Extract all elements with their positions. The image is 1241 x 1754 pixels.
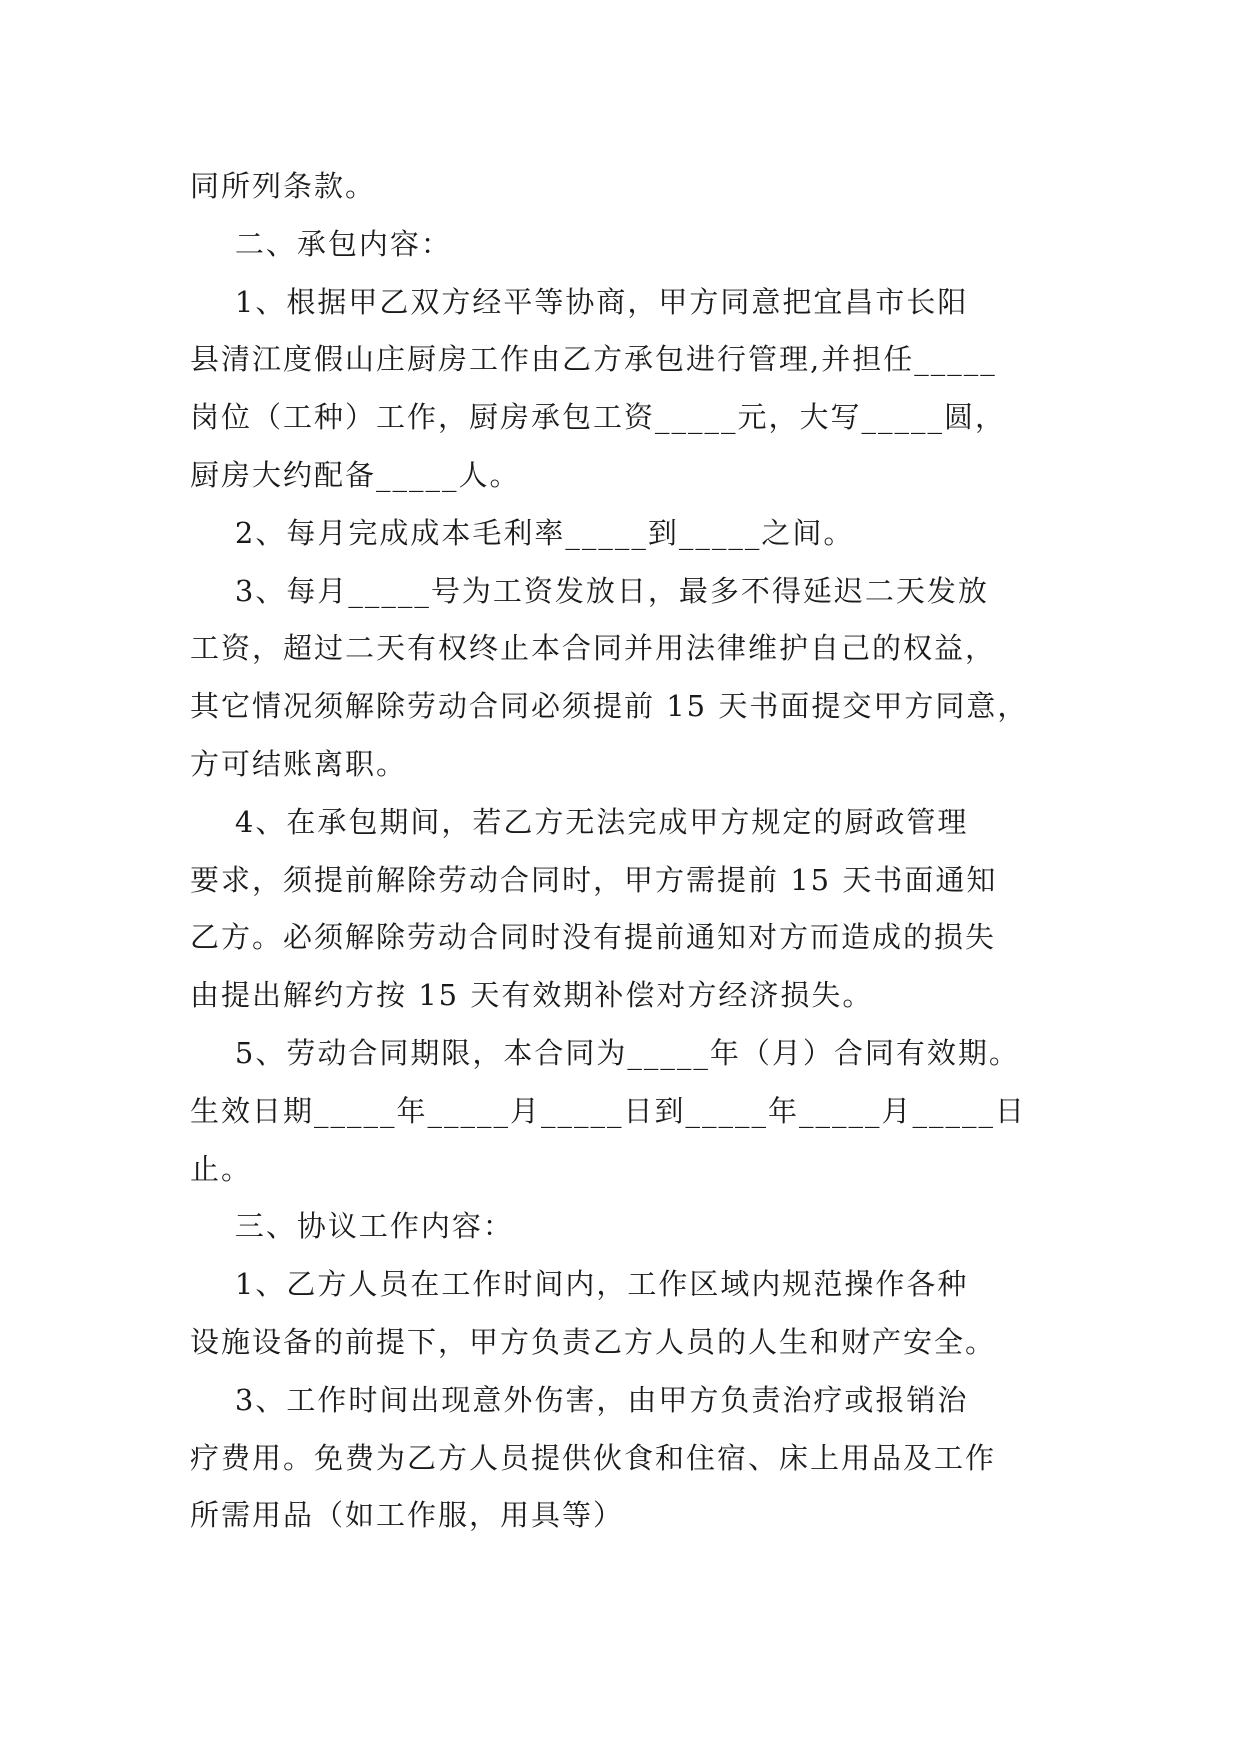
text-line: 4、在承包期间，若乙方无法完成甲方规定的厨政管理 xyxy=(190,804,969,839)
text-line: 岗位（工种）工作，厨房承包工资_____元，大写_____圆， xyxy=(190,400,1007,435)
text-line: 1、根据甲乙双方经平等协商，甲方同意把宜昌市长阳 xyxy=(190,284,969,319)
text-line: 1、乙方人员在工作时间内，工作区域内规范操作各种 xyxy=(190,1267,969,1302)
text-line: 5、劳动合同期限，本合同为_____年（月）合同有效期。 xyxy=(190,1035,1020,1070)
text-line: 设施设备的前提下，甲方负责乙方人员的人生和财产安全。 xyxy=(190,1324,997,1359)
text-line: 3、工作时间出现意外伤害，由甲方负责治疗或报销治 xyxy=(190,1382,969,1417)
text-line: 3、每月_____号为工资发放日，最多不得延迟二天发放 xyxy=(190,573,989,608)
section-heading-work-content: 三、协议工作内容： xyxy=(190,1209,514,1244)
text-line: 乙方。必须解除劳动合同时没有提前通知对方而造成的损失 xyxy=(190,920,997,955)
text-line: 2、每月完成成本毛利率_____到_____之间。 xyxy=(190,515,855,550)
text-line: 县清江度假山庄厨房工作由乙方承包进行管理,并担任_____ xyxy=(190,342,997,377)
text-line: 方可结账离职。 xyxy=(190,746,408,781)
section-heading-contract-content: 二、承包内容： xyxy=(190,226,452,261)
text-line: 其它情况须解除劳动合同必须提前 15 天书面提交甲方同意， xyxy=(190,689,1029,724)
text-line: 生效日期_____年_____月_____日到_____年_____月_____日 xyxy=(190,1093,1027,1128)
text-line: 疗费用。免费为乙方人员提供伙食和住宿、床上用品及工作 xyxy=(190,1440,997,1475)
contract-text xyxy=(190,158,1050,1545)
text-line: 止。 xyxy=(190,1151,253,1186)
text-line: 同所列条款。 xyxy=(190,169,377,203)
text-line: 所需用品（如工作服，用具等） xyxy=(190,1498,625,1533)
text-line: 要求，须提前解除劳动合同时，甲方需提前 15 天书面通知 xyxy=(190,862,998,897)
text-line: 工资，超过二天有权终止本合同并用法律维护自己的权益， xyxy=(190,631,997,666)
text-line: 厨房大约配备_____人。 xyxy=(190,457,521,492)
text-line: 由提出解约方按 15 天有效期补偿对方经济损失。 xyxy=(190,978,874,1013)
